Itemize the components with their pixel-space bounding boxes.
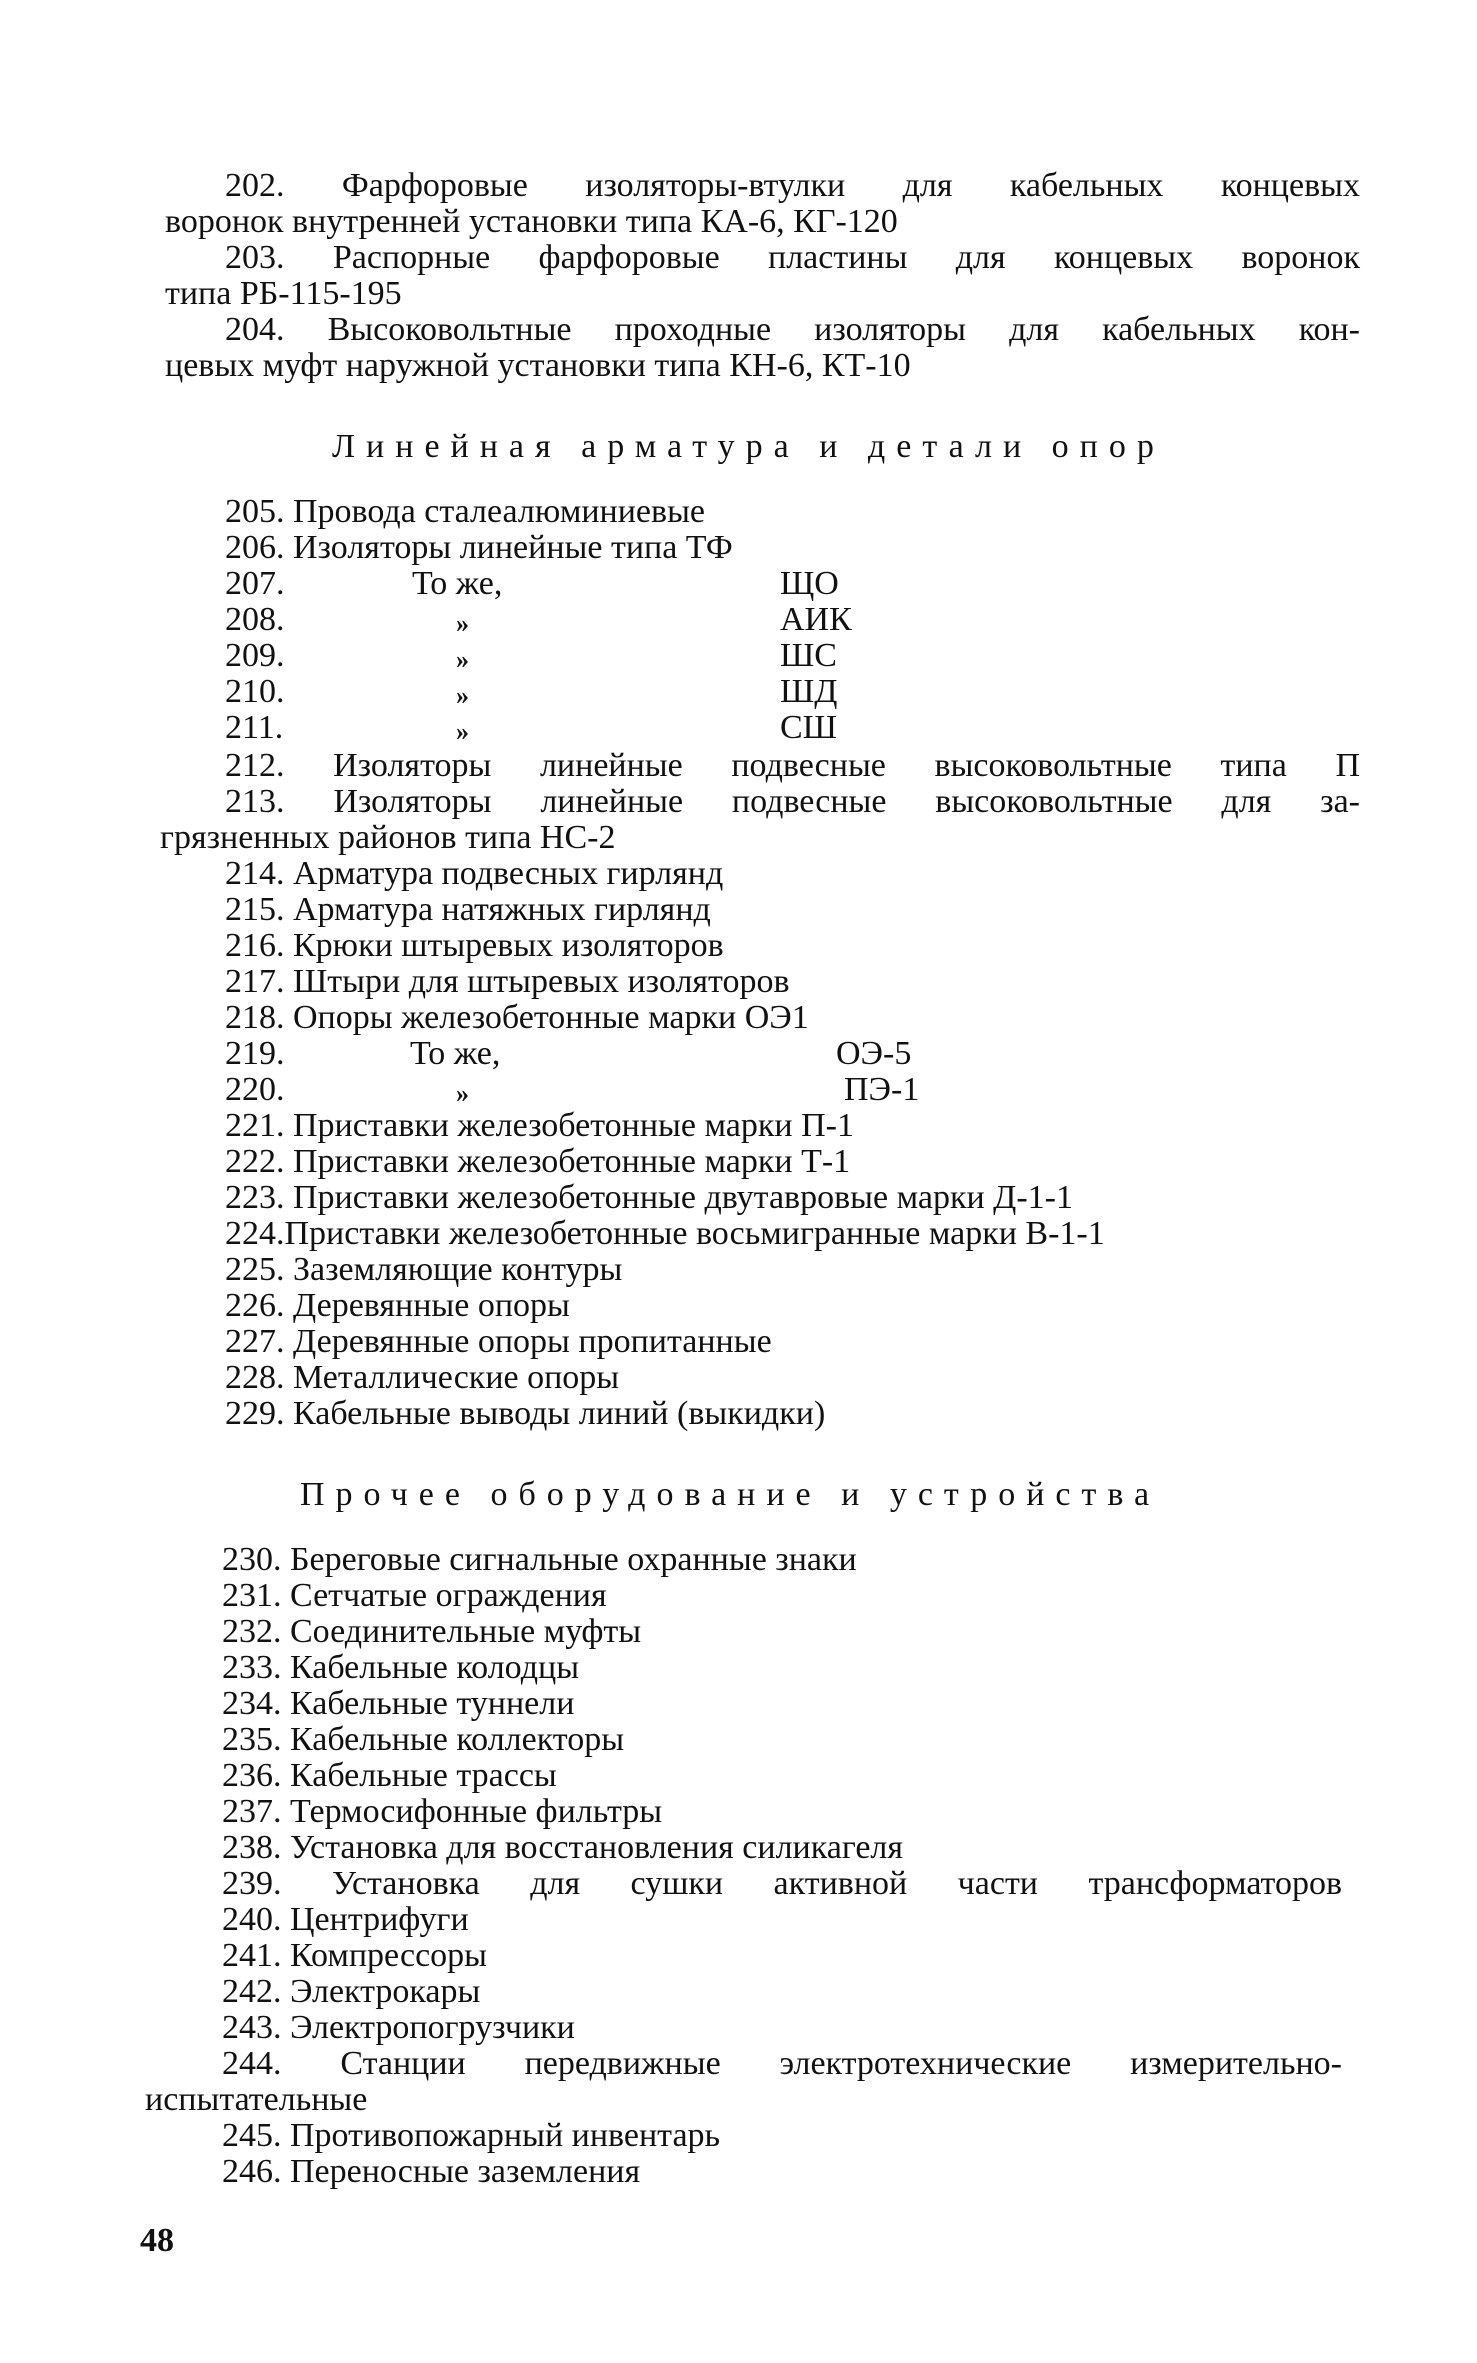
item-202-line2: воронок внутренней установки типа КА-6, КГ-120 <box>165 203 898 240</box>
item-231: 231. Сетчатые ограждения <box>222 1577 607 1614</box>
item-212: 212. Изоляторы линейные подвесные высоковольтные типа П <box>225 747 1360 784</box>
item-215: 215. Арматура натяжных гирлянд <box>225 891 711 928</box>
ditto-row-num: 207. <box>225 565 285 602</box>
item-243: 243. Электропогрузчики <box>222 2009 575 2046</box>
ditto-row-num: 220. <box>225 1071 285 1108</box>
item-246: 246. Переносные заземления <box>222 2153 641 2190</box>
item-232: 232. Соединительные муфты <box>222 1613 642 1650</box>
item-225: 225. Заземляющие контуры <box>225 1251 623 1288</box>
item-227: 227. Деревянные опоры пропитанные <box>225 1323 772 1360</box>
item-233: 233. Кабельные колодцы <box>222 1649 580 1686</box>
item-202-line1: 202. Фарфоровые изоляторы-втулки для кабельных концевых <box>225 167 1360 204</box>
item-240: 240. Центрифуги <box>222 1901 469 1938</box>
item-238: 238. Установка для восстановления силикагеля <box>222 1829 904 1866</box>
item-214: 214. Арматура подвесных гирлянд <box>225 855 724 892</box>
ditto-row-value: ОЭ-5 <box>836 1035 912 1072</box>
item-239: 239. Установка для сушки активной части трансформаторов <box>222 1865 1342 1902</box>
ditto-mark: » <box>456 1079 469 1108</box>
item-234: 234. Кабельные туннели <box>222 1685 575 1722</box>
ditto-row-value: АИК <box>780 601 852 638</box>
item-213-line1: 213. Изоляторы линейные подвесные высоковольтные для за- <box>225 783 1360 820</box>
ditto-row-num: 210. <box>225 673 285 710</box>
item-216: 216. Крюки штыревых изоляторов <box>225 927 724 964</box>
item-242: 242. Электрокары <box>222 1973 481 2010</box>
item-204-line1: 204. Высоковольтные проходные изоляторы для кабельных кон- <box>225 311 1360 348</box>
item-203-line1: 203. Распорные фарфоровые пластины для концевых воронок <box>225 239 1360 276</box>
item-203-line2: типа РБ-115-195 <box>165 275 402 312</box>
item-244-line2: испытательные <box>145 2081 368 2118</box>
item-218: 218. Опоры железобетонные марки ОЭ1 <box>225 999 809 1036</box>
ditto-mark: » <box>456 681 469 710</box>
ditto-row-value: ЩО <box>780 565 839 602</box>
item-228: 228. Металлические опоры <box>225 1359 620 1396</box>
item-245: 245. Противопожарный инвентарь <box>222 2117 721 2154</box>
section-heading-line-fittings: Линейная арматура и детали опор <box>332 428 1165 465</box>
item-244-line1: 244. Станции передвижные электротехнические измерительно- <box>222 2045 1342 2082</box>
item-221: 221. Приставки железобетонные марки П-1 <box>225 1107 854 1144</box>
item-206: 206. Изоляторы линейные типа ТФ <box>225 529 733 566</box>
ditto-row-num: 209. <box>225 637 285 674</box>
ditto-row-mid: То же, <box>410 1035 501 1072</box>
item-235: 235. Кабельные коллекторы <box>222 1721 625 1758</box>
ditto-row-num: 219. <box>225 1035 285 1072</box>
ditto-row-mid: То же, <box>412 565 503 602</box>
item-205: 205. Провода сталеалюминиевые <box>225 493 706 530</box>
item-204-line2: цевых муфт наружной установки типа КН-6, КТ-10 <box>165 347 911 384</box>
item-223: 223. Приставки железобетонные двутавровые марки Д-1-1 <box>225 1179 1074 1216</box>
ditto-row-num: 208. <box>225 601 285 638</box>
item-236: 236. Кабельные трассы <box>222 1757 557 1794</box>
ditto-row-value: ШС <box>780 637 837 674</box>
item-229: 229. Кабельные выводы линий (выкидки) <box>225 1395 826 1432</box>
item-224: 224.Приставки железобетонные восьмигранные марки В-1-1 <box>225 1215 1105 1252</box>
item-226: 226. Деревянные опоры <box>225 1287 570 1324</box>
section-heading-other-equipment: Прочее оборудование и устройства <box>300 1476 1161 1513</box>
ditto-row-value: ПЭ-1 <box>844 1071 920 1108</box>
item-241: 241. Компрессоры <box>222 1937 488 1974</box>
item-213-line2: грязненных районов типа НС-2 <box>160 819 616 856</box>
ditto-row-value: ШД <box>780 673 838 710</box>
ditto-row-num: 211. <box>225 709 284 746</box>
item-222: 222. Приставки железобетонные марки Т-1 <box>225 1143 851 1180</box>
ditto-mark: » <box>456 717 469 746</box>
page-number: 48 <box>140 2222 174 2259</box>
item-237: 237. Термосифонные фильтры <box>222 1793 663 1830</box>
item-217: 217. Штыри для штыревых изоляторов <box>225 963 790 1000</box>
ditto-mark: » <box>456 609 469 638</box>
item-230: 230. Береговые сигнальные охранные знаки <box>222 1541 857 1578</box>
ditto-mark: » <box>456 645 469 674</box>
ditto-row-value: СШ <box>780 709 837 746</box>
